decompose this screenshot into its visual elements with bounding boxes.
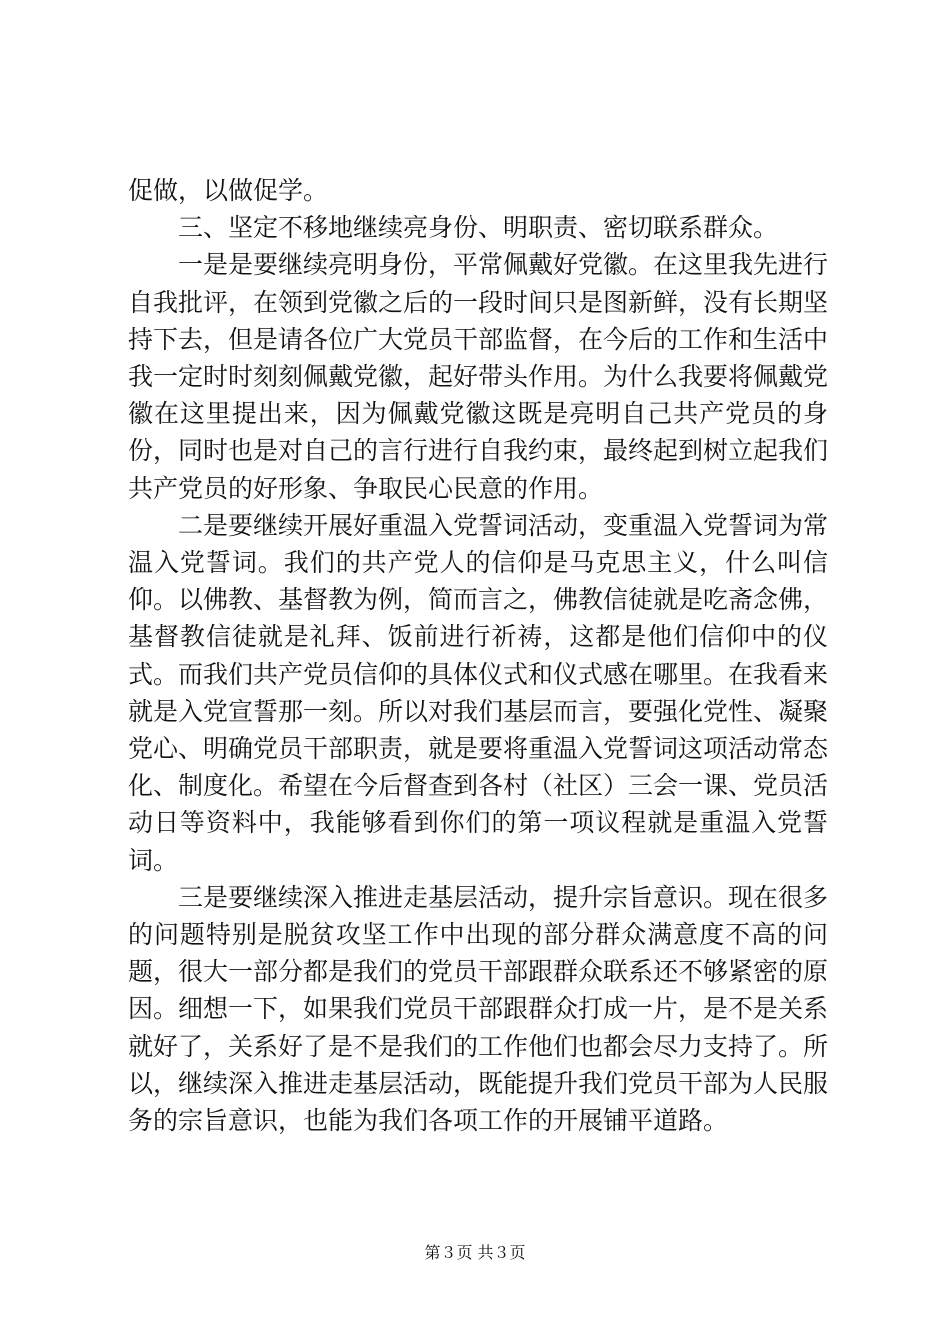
section-heading: 三、坚定不移地继续亮身份、明职责、密切联系群众。 bbox=[178, 213, 779, 243]
paragraph: 三是要继续深入推进走基层活动，提升宗旨意识。现在很多的问题特别是脱贫攻坚工作中出现的部分群众满意度不高的问题，很大一部分都是我们的党员干部跟群众联系还不够紧密的原因。细想一下，如果我们党员干部跟群众打成一片，是不是关系就好了，关系好了是不是我们的工作他们也都会尽力支持了。所以，继续深入推进走基层活动，既能提升我们党员干部为人民服务的宗旨意识，也能为我们各项工作的开展铺平道路。 bbox=[128, 882, 829, 1136]
paragraph: 二是要继续开展好重温入党誓词活动，变重温入党誓词为常温入党誓词。我们的共产党人的信仰是马克思主义，什么叫信仰。以佛教、基督教为例，简而言之，佛教信徒就是吃斋念佛，基督教信徒就是礼拜、饭前进行祈祷，这都是他们信仰中的仪式。而我们共产党员信仰的具体仪式和仪式感在哪里。在我看来就是入党宣誓那一刻。所以对我们基层而言，要强化党性、凝聚党心、明确党员干部职责，就是要将重温入党誓词这项活动常态化、制度化。希望在今后督查到各村（社区）三会一课、党员活动日等资料中，我能够看到你们的第一项议程就是重温入党誓词。 bbox=[128, 510, 829, 875]
page-number-footer: 第３页 共３页 bbox=[424, 1243, 526, 1262]
paragraph: 一是是要继续亮明身份，平常佩戴好党徽。在这里我先进行自我批评，在领到党徽之后的一段时间只是图新鲜，没有长期坚持下去，但是请各位广大党员干部监督，在今后的工作和生活中我一定时时刻刻佩戴党徽，起好带头作用。为什么我要将佩戴党徽在这里提出来，因为佩戴党徽这既是亮明自己共产党员的身份，同时也是对自己的言行进行自我约束，最终起到树立起我们共产党员的好形象、争取民心民意的作用。 bbox=[128, 250, 829, 503]
document-body bbox=[128, 172, 828, 1139]
paragraph-continuation: 促做，以做促学。 bbox=[128, 176, 329, 205]
